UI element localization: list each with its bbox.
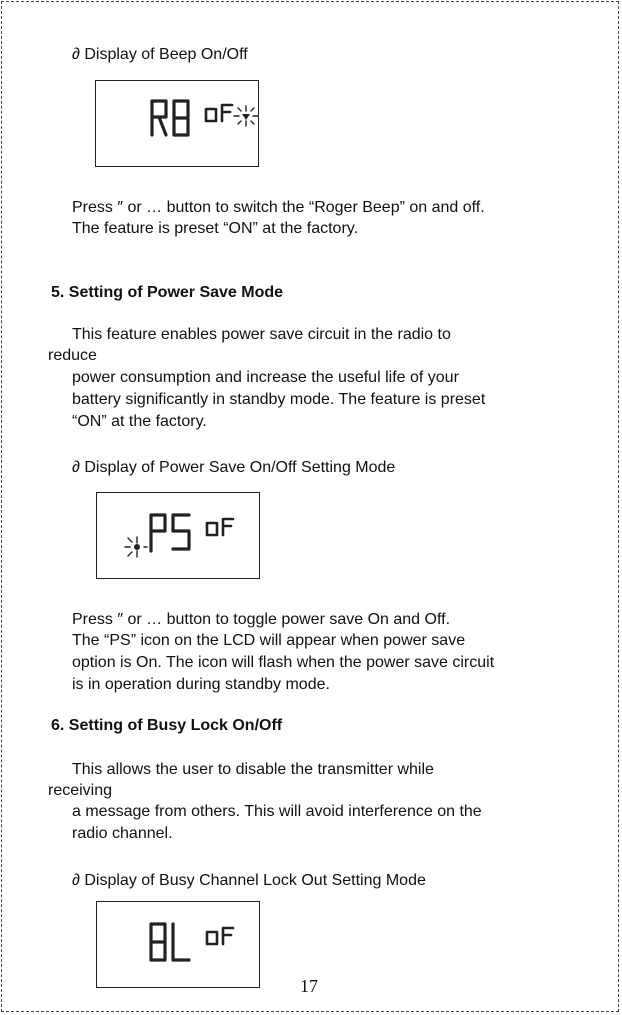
lcd-segment-b	[174, 101, 188, 135]
busy-lock-para-line1: This allows the user to disable the transmitter while	[72, 761, 434, 778]
lcd-segment-f	[223, 928, 233, 944]
busy-lock-para-line2: receiving	[48, 782, 113, 799]
power-save-para-line3: power consumption and increase the useful life of your	[72, 369, 459, 386]
power-save-instruction-line3: option is On. The icon will flash when the power save circuit	[72, 654, 495, 671]
power-save-para-line5: “ON” at the factory.	[72, 413, 207, 430]
lcd-segment-f	[223, 519, 233, 535]
power-save-para-line4: battery significantly in standby mode. The feature is preset	[72, 391, 486, 408]
power-save-lcd-display	[96, 492, 260, 579]
busy-lock-para-line4: radio channel.	[72, 825, 173, 842]
busy-lock-heading: 6. Setting of Busy Lock On/Off	[51, 717, 283, 734]
lcd-segment-l	[173, 924, 189, 960]
page-number: 17	[300, 976, 318, 996]
beep-instruction-line2: The feature is preset “ON” at the factory.	[72, 220, 359, 237]
lcd-segment-o	[206, 109, 216, 121]
lcd-segment-p	[151, 515, 165, 551]
busy-lock-display-label: ∂ Display of Busy Channel Lock Out Setting Mode	[72, 872, 426, 889]
flash-rays-icon	[234, 106, 258, 126]
beep-display-label: ∂ Display of Beep On/Off	[72, 46, 248, 63]
power-save-instruction-line1: Press ″ or … button to toggle power save On and Off.	[72, 611, 451, 628]
busy-lock-lcd-display	[96, 901, 260, 988]
power-save-instruction-line4: is in operation during standby mode.	[72, 676, 330, 693]
busy-lock-para-line3: a message from others. This will avoid interference on the	[72, 803, 482, 820]
beep-instruction-line1: Press ″ or … button to switch the “Roger Beep” on and off.	[72, 199, 485, 216]
lcd-segment-f	[222, 105, 232, 121]
lcd-segment-r	[152, 101, 166, 135]
lcd-segment-b	[151, 924, 165, 960]
power-save-para-line1: This feature enables power save circuit in the radio to	[72, 326, 451, 343]
lcd-segment-o	[207, 932, 217, 944]
power-save-para-line2: reduce	[48, 347, 97, 364]
page-border	[1, 1, 619, 1012]
beep-lcd-display	[95, 80, 259, 167]
power-save-instruction-line2: The “PS” icon on the LCD will appear when power save	[72, 632, 466, 649]
power-save-flash-icon	[125, 537, 147, 557]
lcd-segment-s	[173, 515, 189, 549]
power-save-heading: 5. Setting of Power Save Mode	[51, 284, 284, 301]
lcd-segment-o	[207, 523, 217, 535]
power-save-display-label: ∂ Display of Power Save On/Off Setting Mode	[72, 459, 396, 476]
